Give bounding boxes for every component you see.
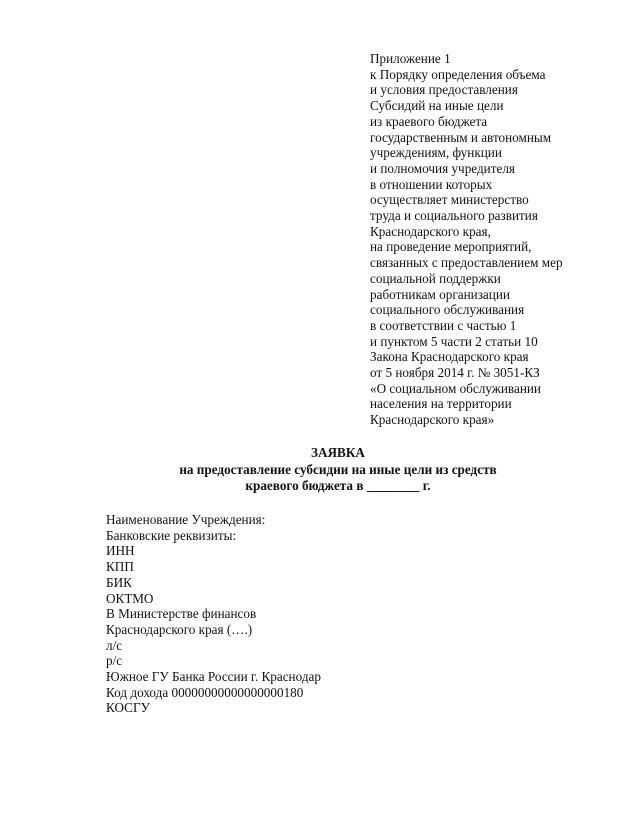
field-bank-name: Южное ГУ Банка России г. Краснодар <box>106 669 321 685</box>
field-institution-name: Наименование Учреждения: <box>106 512 266 527</box>
appendix-line: государственным и автономным <box>370 129 552 145</box>
appendix-line: из краевого бюджета <box>370 113 488 129</box>
appendix-line: социальной поддержки <box>370 270 501 286</box>
requisites-block <box>106 512 606 716</box>
appendix-line: учреждениям, функции <box>370 145 502 161</box>
appendix-line: и пунктом 5 части 2 статьи 10 <box>370 333 538 349</box>
field-ministry: В Министерстве финансов <box>106 606 257 622</box>
field-oktmo: ОКТМО <box>106 590 154 606</box>
appendix-line: социального обслуживания <box>370 302 525 318</box>
field-bik: БИК <box>106 574 132 590</box>
appendix-line: Субсидий на иные цели <box>370 98 504 114</box>
appendix-line: «О социальном обслуживании <box>370 380 541 396</box>
field-personal-account: л/с <box>106 637 123 653</box>
appendix-line: работникам организации <box>370 286 510 302</box>
appendix-line: осуществляет министерство <box>370 192 529 208</box>
appendix-line: в соответствии с частью 1 <box>370 317 517 333</box>
appendix-line: труда и социального развития <box>370 208 538 224</box>
appendix-line: от 5 ноября 2014 г. № 3051-КЗ <box>370 365 540 381</box>
appendix-line: населения на территории <box>370 396 512 412</box>
appendix-line: и полномочия учредителя <box>370 160 515 176</box>
field-inn: ИНН <box>106 543 135 559</box>
title-subtitle: на предоставление субсидии на иные цели из средств <box>179 461 497 477</box>
appendix-line: Краснодарского края, <box>370 223 491 239</box>
field-region: Краснодарского края (….) <box>106 621 253 637</box>
appendix-line: и условия предоставления <box>370 82 518 98</box>
appendix-line: к Порядку определения объема <box>370 66 546 82</box>
document-title <box>0 445 640 495</box>
field-settlement-account: р/с <box>106 653 123 669</box>
title-year-line: краевого бюджета в ________ г. <box>245 478 431 493</box>
appendix-line: на проведение мероприятий, <box>370 239 532 255</box>
field-kosgu: КОСГУ <box>106 700 150 716</box>
field-bank-details: Банковские реквизиты: <box>106 527 237 543</box>
appendix-note <box>370 51 632 428</box>
appendix-line: Приложение 1 <box>370 51 451 66</box>
field-kpp: КПП <box>106 559 134 575</box>
title-heading: ЗАЯВКА <box>311 445 365 460</box>
appendix-line: Краснодарского края» <box>370 412 495 428</box>
appendix-line: в отношении которых <box>370 176 493 192</box>
appendix-line: Закона Краснодарского края <box>370 349 529 365</box>
field-income-code: Код дохода 00000000000000000180 <box>106 684 304 700</box>
appendix-line: связанных с предоставлением мер <box>370 255 563 271</box>
